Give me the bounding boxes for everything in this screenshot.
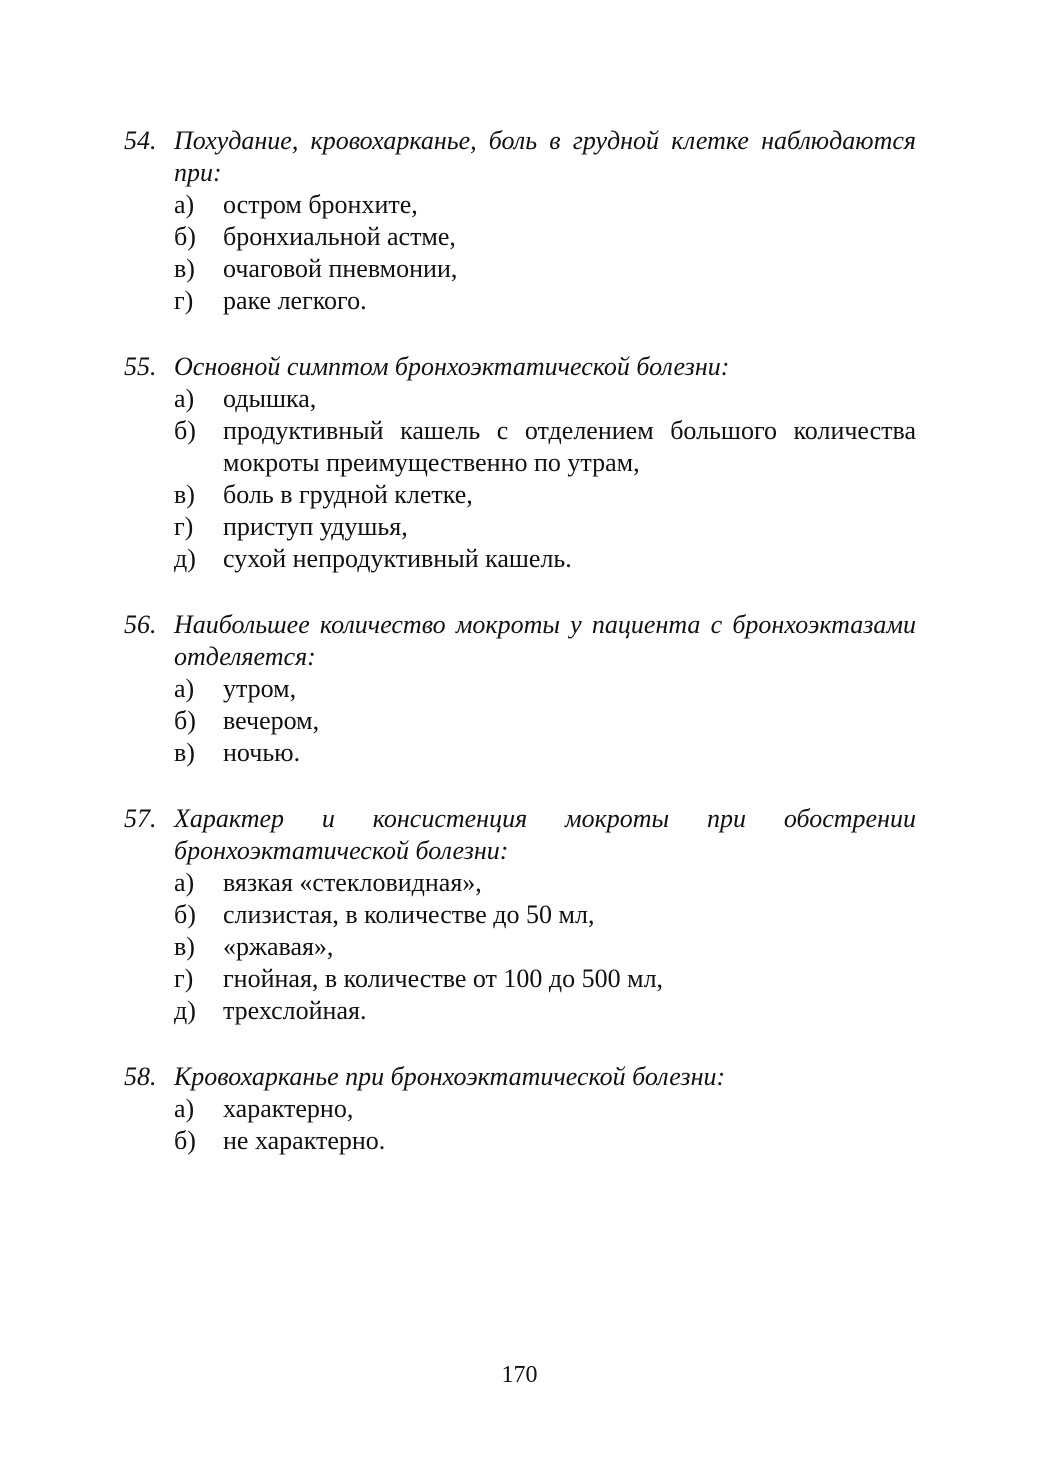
question-number: 56. bbox=[124, 610, 157, 639]
option-letter: б) bbox=[174, 1126, 196, 1155]
option-letter: в) bbox=[174, 738, 195, 767]
answer-option bbox=[174, 285, 916, 317]
answer-option bbox=[174, 1125, 916, 1157]
answer-option bbox=[174, 479, 916, 511]
answer-options bbox=[124, 673, 916, 769]
answer-option bbox=[174, 189, 916, 221]
option-letter: б) bbox=[174, 416, 196, 445]
question-text: Основной симптом бронхоэктатической болезни: bbox=[174, 352, 730, 381]
answer-option bbox=[174, 931, 916, 963]
question-text: Похудание, кровохарканье, боль в грудной клетке наблюдаются при: bbox=[174, 126, 916, 187]
answer-option bbox=[174, 737, 916, 769]
option-letter: б) bbox=[174, 706, 196, 735]
option-letter: а) bbox=[174, 674, 195, 703]
question-5 bbox=[124, 1061, 916, 1157]
option-text: продуктивный кашель с отделением большого количества мокроты преимущественно по утрам, bbox=[223, 416, 916, 477]
question-number: 54. bbox=[124, 126, 157, 155]
answer-options bbox=[124, 189, 916, 317]
option-letter: г) bbox=[174, 286, 194, 315]
question-text: Наибольшее количество мокроты у пациента с бронхоэктазами отделяется: bbox=[174, 610, 916, 671]
option-letter: а) bbox=[174, 190, 195, 219]
answer-option bbox=[174, 867, 916, 899]
option-text: остром бронхите, bbox=[223, 190, 418, 219]
option-text: слизистая, в количестве до 50 мл, bbox=[223, 900, 595, 929]
question-number: 55. bbox=[124, 352, 157, 381]
question-heading bbox=[124, 803, 916, 867]
option-text: вязкая «стекловидная», bbox=[223, 868, 482, 897]
option-letter: д) bbox=[174, 996, 196, 1025]
question-list bbox=[124, 125, 916, 1191]
answer-option bbox=[174, 415, 916, 479]
question-number: 57. bbox=[124, 804, 157, 833]
answer-option bbox=[174, 673, 916, 705]
option-letter: д) bbox=[174, 544, 196, 573]
option-letter: г) bbox=[174, 964, 194, 993]
option-letter: в) bbox=[174, 254, 195, 283]
option-text: вечером, bbox=[223, 706, 320, 735]
answer-options bbox=[124, 1093, 916, 1157]
answer-option bbox=[174, 963, 916, 995]
option-letter: а) bbox=[174, 1094, 195, 1123]
answer-options bbox=[124, 867, 916, 1027]
question-heading bbox=[124, 1061, 916, 1093]
answer-option bbox=[174, 511, 916, 543]
page-number: 170 bbox=[501, 1362, 538, 1388]
answer-option bbox=[174, 221, 916, 253]
answer-option bbox=[174, 253, 916, 285]
option-letter: б) bbox=[174, 900, 196, 929]
option-text: раке легкого. bbox=[223, 286, 367, 315]
option-text: очаговой пневмонии, bbox=[223, 254, 458, 283]
question-heading bbox=[124, 125, 916, 189]
answer-option bbox=[174, 899, 916, 931]
option-text: сухой непродуктивный кашель. bbox=[223, 544, 572, 573]
option-letter: б) bbox=[174, 222, 196, 251]
option-letter: а) bbox=[174, 384, 195, 413]
question-text: Кровохарканье при бронхоэктатической болезни: bbox=[174, 1062, 726, 1091]
question-number: 58. bbox=[124, 1062, 157, 1091]
option-letter: а) bbox=[174, 868, 195, 897]
question-heading bbox=[124, 351, 916, 383]
option-text: не характерно. bbox=[223, 1126, 386, 1155]
option-letter: г) bbox=[174, 512, 194, 541]
question-2 bbox=[124, 351, 916, 575]
option-text: утром, bbox=[223, 674, 297, 703]
answer-option bbox=[174, 705, 916, 737]
question-heading bbox=[124, 609, 916, 673]
answer-option bbox=[174, 1093, 916, 1125]
option-letter: в) bbox=[174, 480, 195, 509]
option-text: приступ удушья, bbox=[223, 512, 408, 541]
question-1 bbox=[124, 125, 916, 317]
question-text: Характер и консистенция мокроты при обострении бронхоэктатической болезни: bbox=[174, 804, 916, 865]
option-text: «ржавая», bbox=[223, 932, 334, 961]
option-text: трехслойная. bbox=[223, 996, 367, 1025]
answer-option bbox=[174, 543, 916, 575]
option-text: гнойная, в количестве от 100 до 500 мл, bbox=[223, 964, 664, 993]
option-text: ночью. bbox=[223, 738, 301, 767]
option-letter: в) bbox=[174, 932, 195, 961]
option-text: одышка, bbox=[223, 384, 317, 413]
option-text: характерно, bbox=[223, 1094, 354, 1123]
answer-options bbox=[124, 383, 916, 575]
answer-option bbox=[174, 995, 916, 1027]
answer-option bbox=[174, 383, 916, 415]
option-text: бронхиальной астме, bbox=[223, 222, 456, 251]
question-4 bbox=[124, 803, 916, 1027]
question-3 bbox=[124, 609, 916, 769]
option-text: боль в грудной клетке, bbox=[223, 480, 473, 509]
